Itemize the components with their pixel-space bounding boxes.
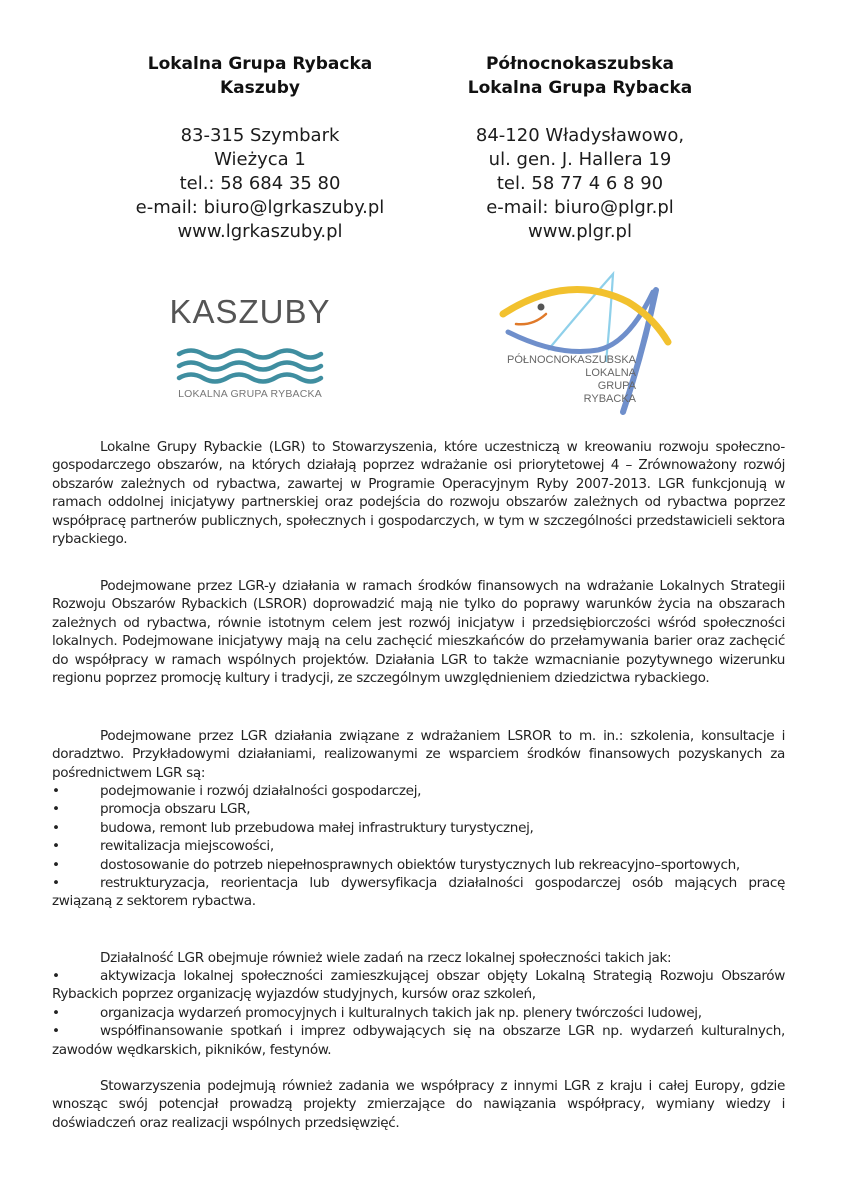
bullet-icon: • (52, 801, 60, 818)
phone: tel.: 58 684 35 80 (179, 173, 341, 194)
logo-subtitle: LOKALNA GRUPA RYBACKA (178, 388, 322, 400)
website: www.plgr.pl (528, 221, 632, 242)
bullet-icon: • (52, 856, 60, 873)
kaszuby-logo (160, 292, 340, 400)
address-line: ul. gen. J. Hallera 19 (488, 149, 672, 170)
paragraph-cooperation: Stowarzyszenia podejmują również zadania we współpracy z innymi LGR z kraju i całej Europy, gdzie wnosząc swój potencjał prowadzą projekty zmierzające do nawiązania współpracy, wymiany wiedzy i doświadczeń oraz realizacji wspólnych przedsięwzięć. (52, 1078, 785, 1131)
org-name-line: Kaszuby (219, 78, 300, 98)
list-item: • organizacja wydarzeń promocyjnych i kulturalnych takich jak np. plenery twórczości ludowej, (52, 1004, 702, 1021)
community-list (52, 967, 785, 1059)
bullet-icon: • (52, 1004, 60, 1021)
waves-icon (175, 346, 325, 386)
phone: tel. 58 77 4 6 8 90 (496, 173, 664, 194)
org-name-line: Lokalna Grupa Rybacka (147, 54, 373, 74)
paragraph-intro: Lokalne Grupy Rybackie (LGR) to Stowarzyszenia, które uczestniczą w kreowaniu rozwoju społeczno-gospodarczego obszarów, na których działają poprzez wdrażanie osi priorytetowej 4 – Zrównoważony rozwój obszarów zależnych od rybactwa, zawartej w Programie Operacyjnym Ryby 2007-2013. LGR funkcjonują w ramach oddolnej inicjatywy partnerskiej oraz podejścia do rozwoju obszarów zależnych od rybactwa poprzez współpracę partnerów publicznych, społecznych i gospodarczych, w tym w szczególności przedstawicieli sektora rybackiego. (52, 439, 785, 548)
list-item: • dostosowanie do potrzeb niepełnosprawnych obiektów turystycznych lub rekreacyjno–sportowych, (52, 856, 740, 873)
logo-text-line: GRUPA (597, 380, 636, 392)
org-name-line: Północnokaszubska (485, 54, 675, 74)
email: e-mail: biuro@lgrkaszuby.pl (135, 197, 385, 218)
list-item: • rewitalizacja miejscowości, (52, 838, 274, 855)
email: e-mail: biuro@plgr.pl (486, 197, 674, 218)
contact-kaszuby (100, 52, 420, 244)
list-item: • budowa, remont lub przebudowa małej infrastruktury turystycznej, (52, 819, 534, 836)
paragraph-community: Działalność LGR obejmuje również wiele zadań na rzecz lokalnej społeczności takich jak: (100, 950, 672, 966)
logo-text-line: PÓŁNOCNOKASZUBSKA (507, 354, 636, 366)
paragraph-examples: Podejmowane przez LGR działania związane z wdrażaniem LSROR to m. in.: szkolenia, konsultacje i doradztwo. Przykładowymi działaniami, realizowanymi ze wsparciem środków finansowych pozyskanych za pośrednictwem LGR są: (52, 728, 785, 781)
paragraph-actions: Podejmowane przez LGR-y działania w ramach środków finansowych na wdrażanie Lokalnych Strategii Rozwoju Obszarów Rybackich (LSROR) doprowadzić mają nie tylko do poprawy warunków życia na obszarach zależnych od rybactwa, równie istotnym celem jest rozwój inicjatyw i przedsiębiorczości wśród społeczności lokalnych. Podejmowane inicjatywy mają na celu zachęcić mieszkańców do przełamywania barier oraz zachęcić do współpracy w ramach wspólnych projektów. Działania LGR to także wzmacnianie pozytywnego wizerunku regionu poprzez promocję kultury i tradycji, ze szczególnym uwzględnieniem dziedzictwa rybackiego. (52, 578, 785, 687)
org-name-line: Lokalna Grupa Rybacka (467, 78, 693, 98)
bullet-icon: • (52, 875, 60, 892)
plgr-logo (478, 262, 688, 417)
website: www.lgrkaszuby.pl (177, 221, 343, 242)
address-line: 83-315 Szymbark (180, 125, 340, 146)
bullet-icon: • (52, 968, 60, 984)
address-line: 84-120 Władysławowo, (475, 125, 685, 146)
list-item: • promocja obszaru LGR, (52, 801, 251, 818)
logo-text (507, 354, 636, 406)
bullet-icon: • (52, 1023, 60, 1040)
list-item: • restrukturyzacja, reorientacja lub dywersyfikacja działalności gospodarczej osób mających pracę związaną z sektorem rybactwa. (52, 875, 785, 910)
logo-text-line: RYBACKA (583, 393, 636, 405)
contact-plgr (430, 52, 730, 244)
bullet-icon: • (52, 783, 60, 799)
bullet-icon: • (52, 838, 60, 855)
bullet-icon: • (52, 819, 60, 836)
examples-list (52, 782, 785, 911)
logo-title: KASZUBY (169, 293, 331, 330)
list-item: • podejmowanie i rozwój działalności gospodarczej, (52, 783, 422, 799)
logo-text-line: LOKALNA (585, 367, 636, 379)
list-item: • aktywizacja lokalnej społeczności zamieszkującej obszar objęty Lokalną Strategią Rozwoju Obszarów Rybackich poprzez organizację wyjazdów studyjnych, kursów oraz szkoleń, (52, 968, 785, 1003)
list-item: • współfinansowanie spotkań i imprez odbywających się na obszarze LGR np. wydarzeń kulturalnych, zawodów wędkarskich, pikników, festynów. (52, 1023, 785, 1058)
address-line: Wieżyca 1 (214, 149, 306, 170)
